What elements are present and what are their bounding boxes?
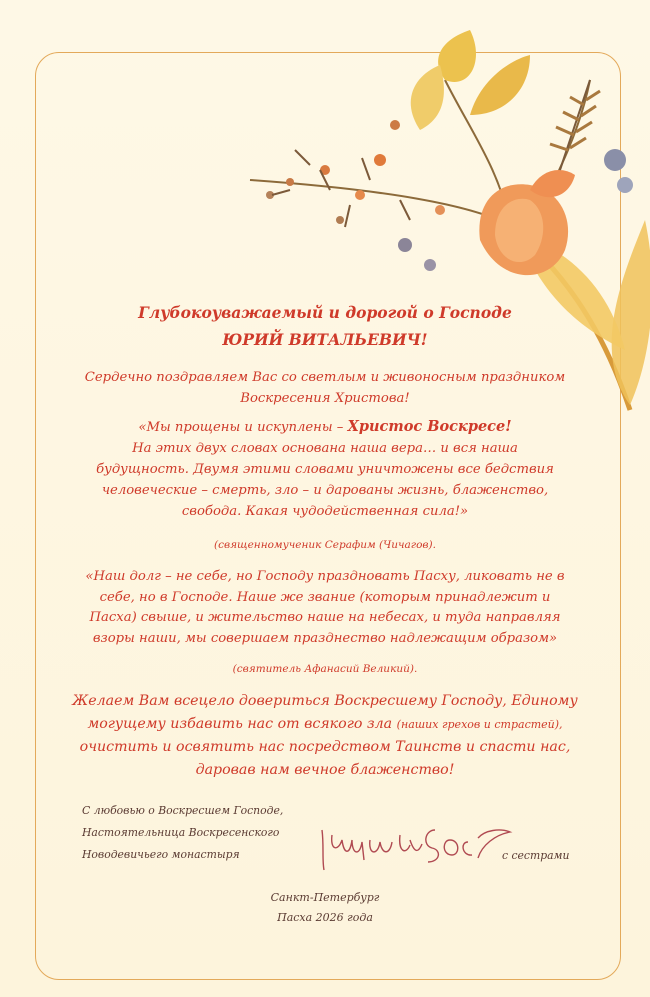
wish-line: Желаем Вам всецело довериться Воскресшему Господу, Единому (72, 693, 578, 709)
quote-line: себе, но в Господе. Наше же звание (которым принадлежит и (99, 589, 551, 605)
signoff-line: Новодевичьего монастыря (82, 848, 240, 861)
signoff-line: Настоятельница Воскресенского (82, 826, 280, 839)
quote-line: свобода. Какая чудодейственная сила!» (181, 504, 469, 519)
quote-seraphim (40, 416, 610, 522)
quote-line: взоры наши, мы совершаем празднество надлежащим образом» (92, 630, 558, 646)
floral-decoration (230, 20, 650, 420)
recipient-name: ЮРИЙ ВИТАЛЬЕВИЧ! (222, 330, 428, 349)
quote-line: «Наш долг – не себе, но Господу праздновать Пасху, ликовать не в (85, 569, 565, 584)
city: Санкт-Петербург (270, 891, 380, 904)
congrats-line: Воскресения Христова! (240, 391, 410, 406)
quote-source: (священномученик Серафим (Чичагов). (214, 539, 436, 551)
wish-line (40, 713, 610, 737)
congrats-line: Сердечно поздравляем Вас со светлым и живоносным праздником (84, 370, 566, 385)
quote-line-start: «Мы прощены и искуплены – (138, 420, 348, 435)
wish-paragraph (40, 690, 610, 781)
quote-line: человеческие – смерть, зло – и дарованы жизнь, блаженство, (101, 483, 549, 498)
date: Пасха 2026 года (277, 911, 373, 924)
wish-line: даровав нам вечное блаженство! (195, 761, 455, 778)
congratulations-text (40, 367, 610, 409)
wish-aside: (наших грехов и страстей), (396, 717, 563, 731)
wish-line: очистить и освятить нас посредством Таинств и спасти нас, (79, 739, 571, 755)
handwritten-signature (310, 800, 520, 880)
christ-is-risen: Христос Воскресе! (347, 418, 512, 435)
greeting-line: Глубокоуважаемый и дорогой о Господе (138, 303, 512, 322)
wish-text: могущему избавить нас от всякого зла (87, 715, 397, 732)
quote-source: (святитель Афанасий Великий). (232, 663, 418, 675)
quote-line (40, 416, 610, 438)
signoff-block (82, 800, 283, 866)
place-date (210, 888, 440, 928)
quote-line: На этих двух словах основана наша вера… и вся наша (132, 441, 518, 456)
quote-line: Пасха) свыше, и жительство наше на небесах, и туда направляя (89, 610, 561, 625)
quote-line: будущность. Двумя этими словами уничтожены все бедствия (96, 462, 554, 477)
quote-athanasius (40, 567, 610, 649)
with-sisters: с сестрами (502, 849, 570, 862)
signoff-line: С любовью о Воскресшем Господе, (82, 804, 284, 817)
